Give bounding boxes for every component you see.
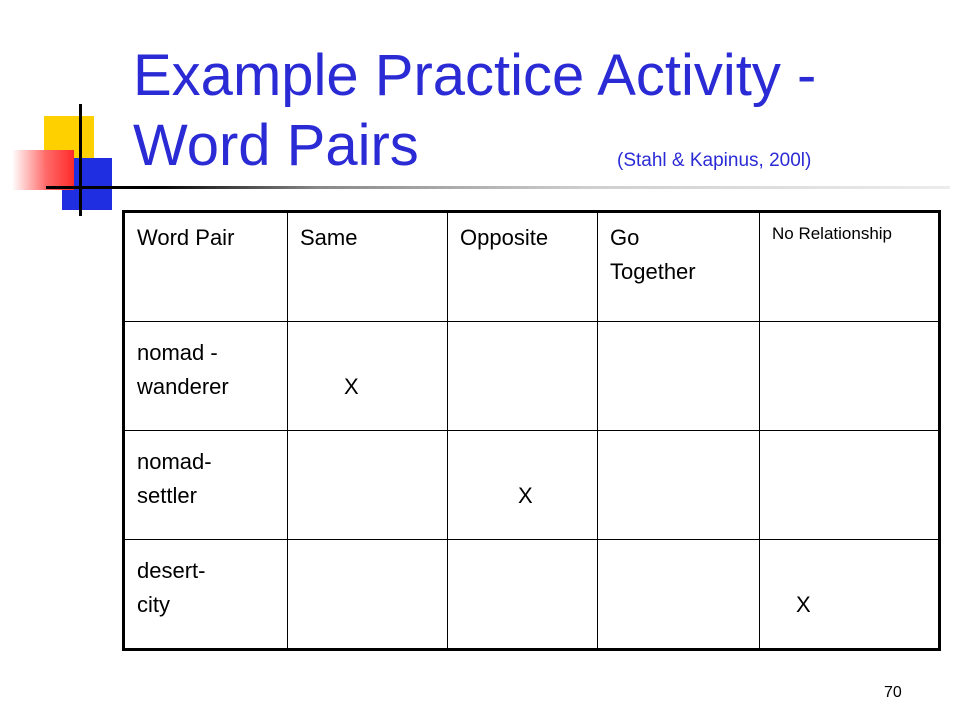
- header-same: Same: [300, 225, 358, 250]
- table-row: [124, 322, 940, 431]
- table-cell: [598, 431, 760, 540]
- table-cell: [760, 431, 940, 540]
- table-cell: [448, 322, 598, 431]
- table-cell: [598, 540, 760, 650]
- mark-opposite: [448, 540, 597, 548]
- mark-go-together: [598, 322, 759, 330]
- word-pairs-table: [122, 210, 941, 651]
- table-row: [124, 431, 940, 540]
- mark-no-relationship: [760, 322, 938, 330]
- mark-opposite: [448, 322, 597, 330]
- pair-label: nomad - wanderer: [137, 340, 229, 399]
- table-cell: [124, 431, 288, 540]
- citation: (Stahl & Kapinus, 200l): [617, 150, 812, 171]
- mark-same: X: [344, 374, 359, 399]
- decor-vertical-line: [79, 104, 82, 216]
- mark-same: [288, 540, 447, 548]
- header-cell: [288, 212, 448, 322]
- mark-no-relationship: [760, 431, 938, 439]
- table-cell: [760, 322, 940, 431]
- slide-title-line-2: Word Pairs: [133, 113, 419, 178]
- header-opposite: Opposite: [460, 225, 549, 250]
- page-number: 70: [884, 684, 902, 701]
- table-header-row: [124, 212, 940, 322]
- decor-red-square: [12, 150, 74, 190]
- table-cell: [288, 431, 448, 540]
- mark-go-together: [598, 540, 759, 548]
- table-cell: [288, 322, 448, 431]
- mark-no-relationship: X: [796, 592, 811, 617]
- title-underline: [46, 186, 950, 189]
- table-row: [124, 540, 940, 650]
- mark-same: [288, 431, 447, 439]
- table-cell: [760, 540, 940, 650]
- table-cell: [598, 322, 760, 431]
- header-cell: [124, 212, 288, 322]
- table-cell: [448, 540, 598, 650]
- header-go-together: Go Together: [610, 225, 696, 284]
- table-cell: [124, 540, 288, 650]
- header-no-relationship: No Relationship: [772, 224, 893, 243]
- header-word-pair: Word Pair: [137, 225, 235, 250]
- table-cell: [288, 540, 448, 650]
- slide-title-line-1: Example Practice Activity -: [133, 43, 817, 108]
- mark-go-together: [598, 431, 759, 439]
- header-cell: [598, 212, 760, 322]
- mark-opposite: X: [518, 483, 533, 508]
- header-cell: [448, 212, 598, 322]
- pair-label: desert- city: [137, 558, 206, 617]
- table-cell: [124, 322, 288, 431]
- header-cell: [760, 212, 940, 322]
- pair-label: nomad- settler: [137, 449, 212, 508]
- table-cell: [448, 431, 598, 540]
